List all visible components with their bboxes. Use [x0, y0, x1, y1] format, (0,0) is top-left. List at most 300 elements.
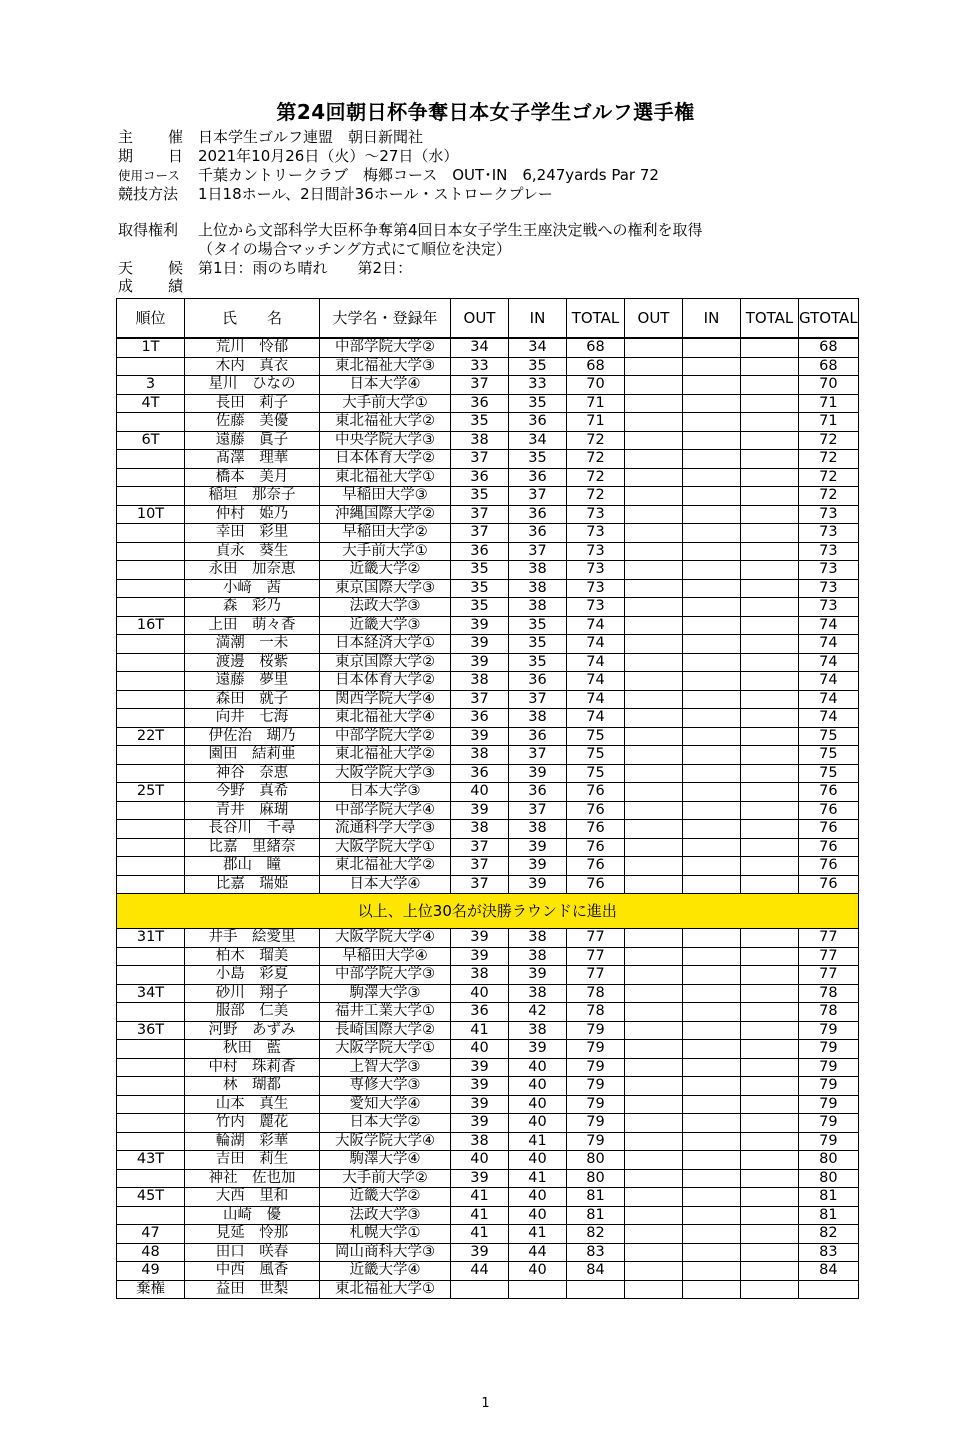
name-cell: 大西 里和	[185, 1188, 320, 1207]
table-row	[117, 1114, 859, 1133]
in-day2-cell	[683, 709, 741, 728]
out-day2-cell	[625, 746, 683, 765]
university-cell: 中部学院大学②	[320, 338, 451, 357]
out-day1-cell: 39	[451, 635, 509, 654]
in-day2-cell	[683, 579, 741, 598]
out-day2-cell	[625, 338, 683, 357]
info-value: 2021年10月26日（火）～27日（水）	[198, 147, 459, 165]
in-day2-cell	[683, 1114, 741, 1133]
in-day1-cell: 41	[509, 1169, 567, 1188]
out-day1-cell: 36	[451, 394, 509, 413]
out-day1-cell: 40	[451, 1040, 509, 1059]
name-cell: 輪湖 彩華	[185, 1132, 320, 1151]
in-day1-cell: 37	[509, 746, 567, 765]
in-day1-cell: 35	[509, 357, 567, 376]
gtotal-cell: 73	[799, 505, 859, 524]
total-day1-cell: 79	[567, 1114, 625, 1133]
name-cell: 佐藤 美優	[185, 413, 320, 432]
qualification-banner: 以上、上位30名が決勝ラウンドに進出	[117, 894, 859, 929]
out-day2-cell	[625, 672, 683, 691]
table-row	[117, 1280, 859, 1299]
out-day1-cell: 39	[451, 801, 509, 820]
in-day1-cell: 40	[509, 1114, 567, 1133]
table-row	[117, 801, 859, 820]
out-day2-cell	[625, 1040, 683, 1059]
out-day1-cell: 35	[451, 487, 509, 506]
out-day1-cell: 39	[451, 947, 509, 966]
rank-cell	[117, 1095, 185, 1114]
gtotal-cell: 73	[799, 524, 859, 543]
out-day2-cell	[625, 635, 683, 654]
total-day2-cell	[741, 838, 799, 857]
in-day1-cell: 38	[509, 929, 567, 948]
university-cell: 大阪学院大学④	[320, 1132, 451, 1151]
in-day1-cell: 36	[509, 783, 567, 802]
table-header-row	[117, 299, 859, 339]
table-row	[117, 431, 859, 450]
rank-cell: 棄権	[117, 1280, 185, 1299]
gtotal-cell: 84	[799, 1262, 859, 1281]
out-day2-cell	[625, 487, 683, 506]
in-day2-cell	[683, 598, 741, 617]
in-day1-cell: 39	[509, 764, 567, 783]
gtotal-cell: 73	[799, 579, 859, 598]
university-cell: 日本大学②	[320, 1114, 451, 1133]
total-day1-cell: 74	[567, 690, 625, 709]
out-day2-cell	[625, 1188, 683, 1207]
gtotal-cell: 76	[799, 783, 859, 802]
out-day2-cell	[625, 690, 683, 709]
name-cell: 稲垣 那奈子	[185, 487, 320, 506]
total-day2-cell	[741, 875, 799, 894]
info-row-course	[118, 166, 703, 185]
in-day1-cell: 34	[509, 431, 567, 450]
university-cell: 東北福祉大学④	[320, 709, 451, 728]
header-name: 氏 名	[185, 299, 320, 339]
university-cell: 東北福祉大学③	[320, 357, 451, 376]
in-day2-cell	[683, 1262, 741, 1281]
out-day1-cell: 35	[451, 413, 509, 432]
gtotal-cell: 76	[799, 801, 859, 820]
university-cell: 早稲田大学③	[320, 487, 451, 506]
total-day1-cell: 76	[567, 783, 625, 802]
rank-cell: 47	[117, 1225, 185, 1244]
gtotal-cell: 79	[799, 1114, 859, 1133]
table-row	[117, 820, 859, 839]
gtotal-cell	[799, 1280, 859, 1299]
gtotal-cell: 74	[799, 672, 859, 691]
table-row	[117, 1169, 859, 1188]
in-day2-cell	[683, 431, 741, 450]
info-label: 天 候	[118, 259, 194, 277]
qualification-banner-row	[117, 894, 859, 929]
total-day2-cell	[741, 505, 799, 524]
name-cell: 林 瑚都	[185, 1077, 320, 1096]
header-total-day2: TOTAL	[741, 299, 799, 339]
total-day2-cell	[741, 690, 799, 709]
total-day2-cell	[741, 727, 799, 746]
rank-cell	[117, 764, 185, 783]
out-day1-cell: 38	[451, 820, 509, 839]
out-day2-cell	[625, 727, 683, 746]
name-cell: 伊佐治 瑚乃	[185, 727, 320, 746]
out-day2-cell	[625, 838, 683, 857]
total-day1-cell: 73	[567, 524, 625, 543]
out-day2-cell	[625, 1114, 683, 1133]
in-day1-cell: 35	[509, 616, 567, 635]
info-row-format	[118, 185, 703, 204]
in-day2-cell	[683, 783, 741, 802]
table-row	[117, 1188, 859, 1207]
university-cell: 日本体育大学②	[320, 672, 451, 691]
in-day1-cell: 34	[509, 338, 567, 357]
out-day1-cell: 39	[451, 929, 509, 948]
total-day1-cell: 81	[567, 1206, 625, 1225]
name-cell: 見延 怜那	[185, 1225, 320, 1244]
gtotal-cell: 72	[799, 468, 859, 487]
name-cell: 永田 加奈恵	[185, 561, 320, 580]
total-day1-cell: 81	[567, 1188, 625, 1207]
total-day1-cell: 77	[567, 929, 625, 948]
info-label: 取得権利	[118, 221, 179, 239]
university-cell: 東北福祉大学②	[320, 413, 451, 432]
university-cell: 流通科学大学③	[320, 820, 451, 839]
info-value: 1日18ホール、2日間計36ホール・ストロークプレー	[198, 185, 553, 203]
university-cell: 日本大学④	[320, 376, 451, 395]
out-day2-cell	[625, 579, 683, 598]
info-row-weather	[118, 259, 703, 278]
name-cell: 田口 咲春	[185, 1243, 320, 1262]
out-day2-cell	[625, 394, 683, 413]
out-day2-cell	[625, 801, 683, 820]
table-row	[117, 542, 859, 561]
in-day1-cell: 39	[509, 857, 567, 876]
out-day1-cell: 37	[451, 450, 509, 469]
info-row-tie-note	[118, 240, 703, 259]
total-day1-cell: 75	[567, 764, 625, 783]
total-day1-cell: 75	[567, 727, 625, 746]
gtotal-cell: 74	[799, 690, 859, 709]
in-day1-cell: 39	[509, 838, 567, 857]
out-day2-cell	[625, 413, 683, 432]
in-day1-cell: 38	[509, 947, 567, 966]
gtotal-cell: 74	[799, 653, 859, 672]
university-cell: 大阪学院大学①	[320, 1040, 451, 1059]
name-cell: 砂川 翔子	[185, 984, 320, 1003]
name-cell: 山崎 優	[185, 1206, 320, 1225]
total-day2-cell	[741, 542, 799, 561]
in-day1-cell: 36	[509, 524, 567, 543]
total-day1-cell: 79	[567, 1058, 625, 1077]
header-rank: 順位	[117, 299, 185, 339]
name-cell: 郡山 瞳	[185, 857, 320, 876]
total-day2-cell	[741, 746, 799, 765]
gtotal-cell: 76	[799, 838, 859, 857]
rank-cell	[117, 1058, 185, 1077]
name-cell: 満潮 一未	[185, 635, 320, 654]
university-cell: 東北福祉大学②	[320, 746, 451, 765]
out-day1-cell: 37	[451, 524, 509, 543]
in-day1-cell: 39	[509, 966, 567, 985]
in-day2-cell	[683, 875, 741, 894]
total-day2-cell	[741, 764, 799, 783]
name-cell: 貞永 葵生	[185, 542, 320, 561]
table-row	[117, 783, 859, 802]
total-day1-cell: 74	[567, 653, 625, 672]
name-cell: 服部 仁美	[185, 1003, 320, 1022]
rank-cell	[117, 672, 185, 691]
out-day1-cell: 39	[451, 727, 509, 746]
in-day2-cell	[683, 820, 741, 839]
out-day1-cell: 36	[451, 764, 509, 783]
name-cell: 神谷 奈恵	[185, 764, 320, 783]
in-day2-cell	[683, 542, 741, 561]
rank-cell	[117, 709, 185, 728]
name-cell: 上田 萌々香	[185, 616, 320, 635]
name-cell: 青井 麻瑚	[185, 801, 320, 820]
table-row	[117, 690, 859, 709]
rank-cell: 34T	[117, 984, 185, 1003]
table-row	[117, 1225, 859, 1244]
out-day1-cell: 37	[451, 376, 509, 395]
university-cell: 東京国際大学②	[320, 653, 451, 672]
total-day1-cell	[567, 1280, 625, 1299]
out-day2-cell	[625, 1095, 683, 1114]
university-cell: 大手前大学①	[320, 394, 451, 413]
total-day1-cell: 73	[567, 505, 625, 524]
total-day2-cell	[741, 394, 799, 413]
out-day2-cell	[625, 966, 683, 985]
total-day2-cell	[741, 1077, 799, 1096]
gtotal-cell: 76	[799, 875, 859, 894]
table-row	[117, 764, 859, 783]
gtotal-cell: 72	[799, 431, 859, 450]
in-day2-cell	[683, 984, 741, 1003]
in-day2-cell	[683, 746, 741, 765]
in-day1-cell: 35	[509, 394, 567, 413]
gtotal-cell: 75	[799, 746, 859, 765]
in-day1-cell: 41	[509, 1132, 567, 1151]
total-day2-cell	[741, 672, 799, 691]
in-day2-cell	[683, 1151, 741, 1170]
table-row	[117, 1040, 859, 1059]
header-out-day1: OUT	[451, 299, 509, 339]
out-day1-cell: 39	[451, 1058, 509, 1077]
out-day2-cell	[625, 1132, 683, 1151]
in-day2-cell	[683, 672, 741, 691]
university-cell: 大阪学院大学①	[320, 838, 451, 857]
rank-cell	[117, 875, 185, 894]
total-day2-cell	[741, 1188, 799, 1207]
rank-cell	[117, 1003, 185, 1022]
rank-cell	[117, 838, 185, 857]
total-day2-cell	[741, 1003, 799, 1022]
rank-cell: 4T	[117, 394, 185, 413]
info-value: 千葉カントリークラブ 梅郷コース OUT･IN 6,247yards Par 72	[198, 166, 659, 184]
total-day2-cell	[741, 929, 799, 948]
out-day1-cell: 37	[451, 875, 509, 894]
total-day2-cell	[741, 801, 799, 820]
total-day1-cell: 78	[567, 984, 625, 1003]
university-cell: 中部学院大学③	[320, 966, 451, 985]
name-cell: 山本 真生	[185, 1095, 320, 1114]
total-day1-cell: 76	[567, 857, 625, 876]
header-in-day1: IN	[509, 299, 567, 339]
total-day2-cell	[741, 338, 799, 357]
gtotal-cell: 72	[799, 450, 859, 469]
university-cell: 沖縄国際大学②	[320, 505, 451, 524]
total-day2-cell	[741, 709, 799, 728]
total-day1-cell: 68	[567, 338, 625, 357]
name-cell: 益田 世梨	[185, 1280, 320, 1299]
university-cell: 東京国際大学③	[320, 579, 451, 598]
in-day1-cell: 33	[509, 376, 567, 395]
in-day1-cell: 40	[509, 1095, 567, 1114]
in-day2-cell	[683, 1003, 741, 1022]
out-day1-cell: 41	[451, 1206, 509, 1225]
rank-cell	[117, 820, 185, 839]
in-day2-cell	[683, 1169, 741, 1188]
out-day2-cell	[625, 1225, 683, 1244]
in-day1-cell: 42	[509, 1003, 567, 1022]
in-day1-cell: 38	[509, 561, 567, 580]
out-day1-cell: 37	[451, 505, 509, 524]
in-day2-cell	[683, 1280, 741, 1299]
out-day1-cell: 40	[451, 984, 509, 1003]
gtotal-cell: 73	[799, 561, 859, 580]
total-day2-cell	[741, 431, 799, 450]
name-cell: 幸田 彩里	[185, 524, 320, 543]
total-day1-cell: 73	[567, 598, 625, 617]
out-day1-cell: 39	[451, 1169, 509, 1188]
out-day2-cell	[625, 1058, 683, 1077]
name-cell: 森 彩乃	[185, 598, 320, 617]
info-label: 使用コース	[118, 168, 180, 183]
university-cell: 大阪学院大学④	[320, 929, 451, 948]
out-day2-cell	[625, 764, 683, 783]
total-day2-cell	[741, 413, 799, 432]
total-day1-cell: 74	[567, 616, 625, 635]
university-cell: 駒澤大学③	[320, 984, 451, 1003]
total-day1-cell: 72	[567, 487, 625, 506]
in-day2-cell	[683, 413, 741, 432]
in-day1-cell: 36	[509, 727, 567, 746]
out-day1-cell: 36	[451, 542, 509, 561]
name-cell: 比嘉 里緒奈	[185, 838, 320, 857]
table-row	[117, 450, 859, 469]
name-cell: 向井 七海	[185, 709, 320, 728]
total-day1-cell: 74	[567, 709, 625, 728]
name-cell: 井手 絵愛里	[185, 929, 320, 948]
out-day2-cell	[625, 857, 683, 876]
gtotal-cell: 81	[799, 1206, 859, 1225]
out-day1-cell: 39	[451, 1243, 509, 1262]
in-day1-cell: 36	[509, 413, 567, 432]
total-day2-cell	[741, 1021, 799, 1040]
in-day2-cell	[683, 357, 741, 376]
name-cell: 渡邊 桜紫	[185, 653, 320, 672]
total-day1-cell: 82	[567, 1225, 625, 1244]
total-day1-cell: 73	[567, 561, 625, 580]
name-cell: 河野 あずみ	[185, 1021, 320, 1040]
university-cell: 中央学院大学③	[320, 431, 451, 450]
in-day1-cell: 40	[509, 1077, 567, 1096]
in-day2-cell	[683, 338, 741, 357]
out-day1-cell: 39	[451, 653, 509, 672]
total-day1-cell: 74	[567, 672, 625, 691]
table-row	[117, 947, 859, 966]
total-day2-cell	[741, 376, 799, 395]
name-cell: 森田 就子	[185, 690, 320, 709]
total-day2-cell	[741, 1095, 799, 1114]
in-day2-cell	[683, 1058, 741, 1077]
in-day1-cell: 38	[509, 1021, 567, 1040]
total-day1-cell: 72	[567, 468, 625, 487]
table-row	[117, 524, 859, 543]
name-cell: 吉田 莉生	[185, 1151, 320, 1170]
university-cell: 法政大学③	[320, 598, 451, 617]
total-day1-cell: 76	[567, 801, 625, 820]
university-cell: 近畿大学②	[320, 561, 451, 580]
name-cell: 中西 風香	[185, 1262, 320, 1281]
rank-cell	[117, 690, 185, 709]
gtotal-cell: 71	[799, 413, 859, 432]
in-day1-cell: 38	[509, 984, 567, 1003]
gtotal-cell: 80	[799, 1151, 859, 1170]
info-label: 成 績	[118, 277, 194, 295]
total-day2-cell	[741, 1132, 799, 1151]
info-label: 期 日	[118, 147, 194, 165]
university-cell: 早稲田大学④	[320, 947, 451, 966]
table-row	[117, 709, 859, 728]
in-day1-cell: 38	[509, 598, 567, 617]
university-cell: 福井工業大学①	[320, 1003, 451, 1022]
info-value: （タイの場合マッチング方式にて順位を決定）	[198, 240, 512, 258]
university-cell: 日本大学③	[320, 783, 451, 802]
header-in-day2: IN	[683, 299, 741, 339]
table-row	[117, 1021, 859, 1040]
total-day1-cell: 77	[567, 947, 625, 966]
out-day2-cell	[625, 653, 683, 672]
table-row	[117, 857, 859, 876]
gtotal-cell: 79	[799, 1077, 859, 1096]
total-day1-cell: 72	[567, 450, 625, 469]
university-cell: 近畿大学②	[320, 1188, 451, 1207]
rank-cell	[117, 635, 185, 654]
table-row	[117, 1206, 859, 1225]
in-day2-cell	[683, 966, 741, 985]
total-day2-cell	[741, 1206, 799, 1225]
university-cell: 日本大学④	[320, 875, 451, 894]
total-day1-cell: 76	[567, 820, 625, 839]
gtotal-cell: 82	[799, 1225, 859, 1244]
total-day1-cell: 80	[567, 1151, 625, 1170]
table-row	[117, 1243, 859, 1262]
out-day1-cell: 37	[451, 838, 509, 857]
total-day2-cell	[741, 1169, 799, 1188]
out-day1-cell: 41	[451, 1188, 509, 1207]
university-cell: 東北福祉大学②	[320, 857, 451, 876]
table-row	[117, 1058, 859, 1077]
rank-cell	[117, 468, 185, 487]
university-cell: 札幌大学①	[320, 1225, 451, 1244]
rank-cell: 16T	[117, 616, 185, 635]
name-cell: 園田 結莉亜	[185, 746, 320, 765]
table-row	[117, 838, 859, 857]
university-cell: 早稲田大学②	[320, 524, 451, 543]
results-table	[116, 298, 859, 1299]
table-row	[117, 875, 859, 894]
